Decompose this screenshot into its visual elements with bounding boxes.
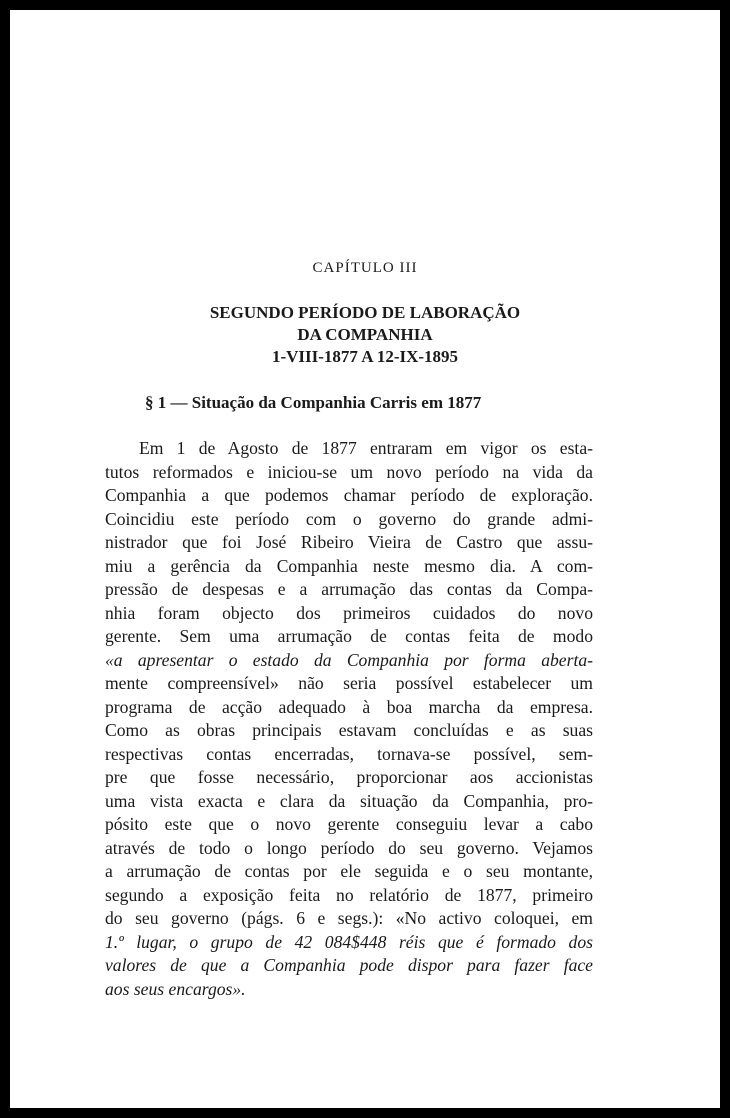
body-line: do seu governo (págs. 6 e segs.): «No activo coloquei, em [105, 908, 593, 928]
body-line: miu a gerência da Companhia neste mesmo dia. A com- [105, 555, 593, 576]
chapter-title [10, 302, 720, 368]
body-line: respectivas contas encerradas, tornava-se possível, sem- [105, 743, 593, 764]
body-line: Coincidiu este período com o governo do grande admi- [105, 508, 593, 529]
body-line: Companhia a que podemos chamar período de exploração. [105, 485, 593, 505]
body-line: pre que fosse necessário, proporcionar aos accionistas [105, 767, 593, 787]
body-line: mente compreensível» não seria possível estabelecer um [105, 673, 593, 693]
title-line: DA COMPANHIA [297, 325, 433, 344]
body-line: pressão de despesas e a arrumação das contas da Compa- [105, 579, 593, 599]
body-line: nistrador que foi José Ribeiro Vieira de Castro que assu- [105, 532, 593, 552]
body-line: através de todo o longo período do seu governo. Vejamos [105, 837, 593, 858]
body-line: Em 1 de Agosto de 1877 entraram em vigor os esta- [139, 438, 593, 458]
body-line: Como as obras principais estavam concluídas e as suas [105, 720, 593, 740]
chapter-label: CAPÍTULO III [312, 260, 418, 276]
document-page [10, 10, 720, 1108]
body-text [105, 437, 593, 1001]
body-line: uma vista exacta e clara da situação da Companhia, pro- [105, 790, 593, 811]
body-line-italic: valores de que a Companhia pode dispor para fazer face [105, 955, 593, 975]
title-line: SEGUNDO PERÍODO DE LABORAÇÃO [209, 303, 521, 322]
section-heading: § 1 — Situação da Companhia Carris em 1877 [145, 393, 482, 412]
body-line: gerente. Sem uma arrumação de contas feita de modo [105, 626, 593, 646]
body-line: nhia foram objecto dos primeiros cuidados do novo [105, 602, 593, 623]
body-line: a arrumação de contas por ele seguida e o seu montante, [105, 861, 593, 881]
body-line: segundo a exposição feita no relatório de 1877, primeiro [105, 884, 593, 905]
body-line-italic: aos seus encargos». [105, 978, 246, 999]
body-line: tutos reformados e iniciou-se um novo período na vida da [105, 461, 593, 482]
body-line: pósito este que o novo gerente conseguiu levar a cabo [105, 814, 593, 834]
body-line-italic: «a apresentar o estado da Companhia por forma aberta- [105, 649, 593, 670]
body-line: programa de acção adequado à boa marcha da empresa. [105, 696, 593, 717]
title-line: 1-VIII-1877 A 12-IX-1895 [271, 347, 459, 366]
body-line-italic: 1.º lugar, o grupo de 42 084$448 réis que é formado dos [105, 931, 593, 952]
